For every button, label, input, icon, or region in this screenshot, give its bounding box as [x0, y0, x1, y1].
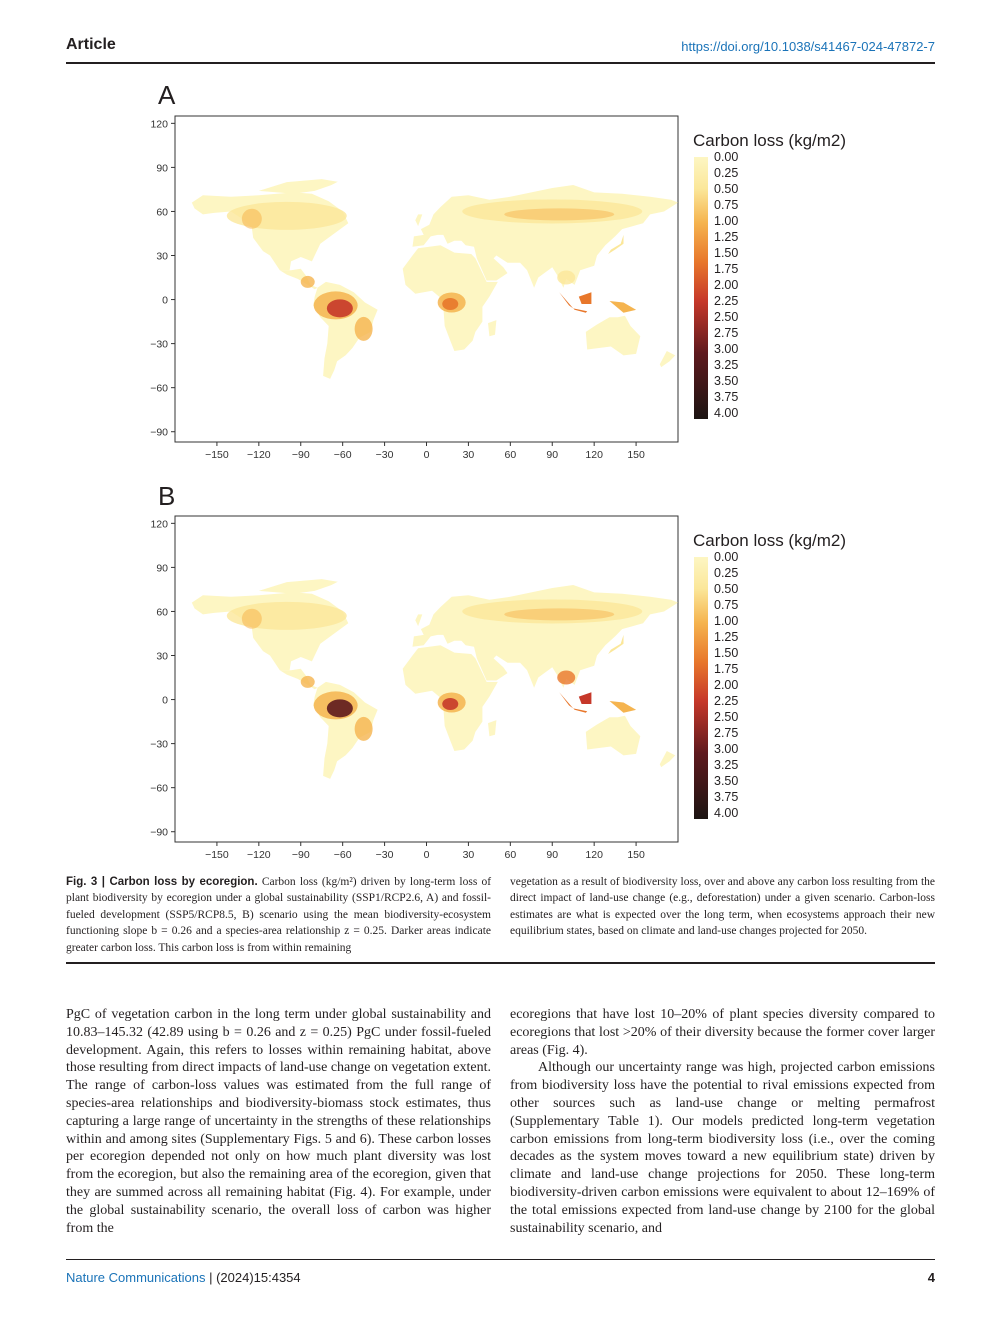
y-tick-label: −90 [150, 426, 168, 439]
legend-b-colorbar [694, 557, 708, 819]
legend-b [693, 531, 893, 841]
siberia-hotspot [504, 208, 614, 220]
body-left-paragraph: PgC of vegetation carbon in the long term under global sustainability and 10.83–145.32 (42.89 using b = 0.26 and z = 0.25) PgC under fossil-fueled development. Again, this refers to losses within remaining habitat, above those resulting from direct impacts of land-use change on vegetation extent. The range of carbon-loss values was estimated from the full range of species-area relationships and biodiversity-biomass stock estimates, thus capturing a large range of uncertainty in the strengths of these relationships within and among sites (Supplementary Figs. 5 and 6). These carbon losses per ecoregion depended not only on how much plant diversity was lost from the ecoregion, but also the remaining area of the ecoregion, given that they are summed across all remaining habitat (Fig. 4). For example, under the global sustainability scenario, the overall loss of carbon was higher from the [66, 1007, 491, 1236]
section-label: Article [66, 36, 116, 53]
y-tick-label: −30 [150, 338, 168, 351]
legend-tick-label: 3.25 [714, 358, 739, 372]
legend-tick-label: 3.50 [714, 374, 739, 388]
legend-b-title: Carbon loss (kg/m2) [693, 531, 847, 550]
legend-tick-label: 1.25 [714, 230, 739, 244]
legend-a-colorbar [694, 157, 708, 419]
legend-a [693, 131, 893, 441]
legend-tick-label: 3.75 [714, 390, 739, 404]
x-tick-label: 60 [504, 449, 517, 461]
caption-right: vegetation as a result of biodiversity loss, over and above any carbon loss resulting from the direct impact of land-use change (e.g., deforestation) under a given scenario. Carbon-loss estimates are what is expected over the long term, when ecosystems approach their new equilibrium states, based on climate and land-use changes projected for 2050. [510, 876, 935, 938]
map-panel-b [140, 512, 685, 862]
x-tick-label: 30 [462, 849, 475, 861]
legend-tick-label: 3.00 [714, 342, 739, 356]
central-america-hotspot [301, 676, 315, 688]
legend-tick-label: 4.00 [714, 806, 739, 820]
pacific-northwest-hotspot [242, 209, 262, 229]
x-tick-label: 150 [627, 849, 645, 861]
x-tick-label: −90 [291, 449, 310, 461]
congo-core [442, 298, 458, 310]
legend-tick-label: 2.75 [714, 326, 739, 340]
legend-tick-label: 2.50 [714, 310, 739, 324]
central-america-hotspot [301, 276, 315, 288]
journal-name[interactable]: Nature Communications [66, 1270, 206, 1285]
legend-tick-label: 2.00 [714, 278, 739, 292]
caption-left [66, 874, 491, 956]
x-tick-label: 0 [423, 849, 430, 861]
legend-tick-label: 0.25 [714, 566, 739, 580]
footer-citation [66, 1270, 301, 1285]
y-tick-label: 0 [162, 694, 168, 707]
legend-tick-label: 2.25 [714, 694, 739, 708]
legend-tick-label: 2.50 [714, 710, 739, 724]
legend-tick-label: 0.25 [714, 166, 739, 180]
x-tick-label: −150 [205, 449, 229, 461]
x-tick-label: 30 [462, 449, 475, 461]
legend-tick-label: 3.50 [714, 774, 739, 788]
amazon-core [327, 699, 353, 717]
x-tick-label: 120 [585, 849, 603, 861]
x-tick-label: 90 [546, 449, 559, 461]
amazon-core [327, 299, 353, 317]
legend-tick-label: 1.25 [714, 630, 739, 644]
legend-b-ticks [714, 549, 738, 821]
legend-tick-label: 0.00 [714, 550, 739, 564]
y-tick-label: 120 [150, 518, 168, 531]
x-tick-label: −30 [375, 449, 394, 461]
map-panel-a [140, 112, 685, 462]
legend-tick-label: 0.50 [714, 182, 739, 196]
legend-tick-label: 2.75 [714, 726, 739, 740]
x-tick-label: 120 [585, 449, 603, 461]
x-tick-label: −60 [333, 449, 352, 461]
legend-a-ticks [714, 149, 738, 421]
legend-tick-label: 1.50 [714, 646, 739, 660]
y-tick-label: −60 [150, 782, 168, 795]
legend-tick-label: 4.00 [714, 406, 739, 420]
legend-tick-label: 3.75 [714, 790, 739, 804]
x-tick-label: 60 [504, 849, 517, 861]
x-tick-label: −120 [247, 849, 271, 861]
legend-tick-label: 1.75 [714, 262, 739, 276]
legend-a-title: Carbon loss (kg/m2) [693, 131, 847, 150]
body-right-column [510, 1006, 935, 1237]
citation-text: | (2024)15:4354 [209, 1270, 301, 1285]
southeast-asia-hotspot [557, 271, 575, 285]
y-tick-label: −60 [150, 382, 168, 395]
x-tick-label: −90 [291, 849, 310, 861]
congo-core [442, 698, 458, 710]
body-right-paragraph-2: Although our uncertainty range was high, projected carbon emissions from biodiversity loss have the potential to rival emissions expected from other sources such as land-use change or melting permafrost (Supplementary Table 1). Our models predicted long-term vegetation carbon emissions from long-term biodiversity loss (i.e., over the coming decades as the system moves toward a new equilibrium state) driven by climate and land-use change projections for 2050. These long-term biodiversity-driven carbon emissions were equivalent to about 12–169% of the total emissions expected from land-use change by 2100 for the global sustainability scenario, and [510, 1060, 935, 1236]
legend-tick-label: 0.50 [714, 582, 739, 596]
legend-tick-label: 1.00 [714, 614, 739, 628]
y-tick-label: 90 [156, 162, 168, 175]
caption-label: Fig. 3 | Carbon loss by ecoregion. [66, 876, 258, 888]
panel-b-letter: B [158, 481, 176, 511]
legend-tick-label: 1.50 [714, 246, 739, 260]
legend-tick-label: 1.75 [714, 662, 739, 676]
body-right-paragraph-1: ecoregions that have lost 10–20% of plant species diversity compared to ecoregions that lost >20% of their diversity because the former cover larger areas (Fig. 4). [510, 1007, 935, 1058]
y-tick-label: 60 [156, 206, 168, 219]
y-tick-label: 30 [156, 650, 168, 663]
header-rule [66, 62, 935, 64]
legend-tick-label: 3.25 [714, 758, 739, 772]
caption-rule [66, 962, 935, 964]
caption-left-text: Carbon loss (kg/m²) driven by long-term loss of plant biodiversity by ecoregion under a global sustainability (SSP1/RCP2.6, A) and fossil-fueled development (SSP5/RCP8.5, B) scenario using the mean biodiversity-ecosystem functioning slope b = 0.26 and a species-area relationship z = 0.25. Darker areas indicate greater carbon loss. This carbon loss is from within remaining [66, 876, 492, 954]
x-tick-label: 90 [546, 849, 559, 861]
legend-tick-label: 2.25 [714, 294, 739, 308]
atlantic-forest [355, 717, 373, 741]
x-tick-label: 150 [627, 449, 645, 461]
y-tick-label: 0 [162, 294, 168, 307]
page-number: 4 [927, 1270, 935, 1285]
siberia-hotspot [504, 608, 614, 620]
x-tick-label: −60 [333, 849, 352, 861]
atlantic-forest [355, 317, 373, 341]
southeast-asia-hotspot [557, 671, 575, 685]
y-tick-label: 90 [156, 562, 168, 575]
footer-rule [66, 1259, 935, 1260]
y-tick-label: 120 [150, 118, 168, 131]
y-tick-label: −90 [150, 826, 168, 839]
x-tick-label: −150 [205, 849, 229, 861]
legend-tick-label: 0.75 [714, 198, 739, 212]
pacific-northwest-hotspot [242, 609, 262, 629]
body-left-column [66, 1006, 491, 1237]
legend-tick-label: 3.00 [714, 742, 739, 756]
legend-tick-label: 0.00 [714, 150, 739, 164]
legend-tick-label: 0.75 [714, 598, 739, 612]
y-tick-label: −30 [150, 738, 168, 751]
y-tick-label: 60 [156, 606, 168, 619]
doi-link[interactable]: https://doi.org/10.1038/s41467-024-47872-7 [681, 39, 935, 54]
y-tick-label: 30 [156, 250, 168, 263]
legend-tick-label: 2.00 [714, 678, 739, 692]
legend-tick-label: 1.00 [714, 214, 739, 228]
panel-a-letter: A [158, 80, 176, 110]
x-tick-label: 0 [423, 449, 430, 461]
x-tick-label: −120 [247, 449, 271, 461]
x-tick-label: −30 [375, 849, 394, 861]
